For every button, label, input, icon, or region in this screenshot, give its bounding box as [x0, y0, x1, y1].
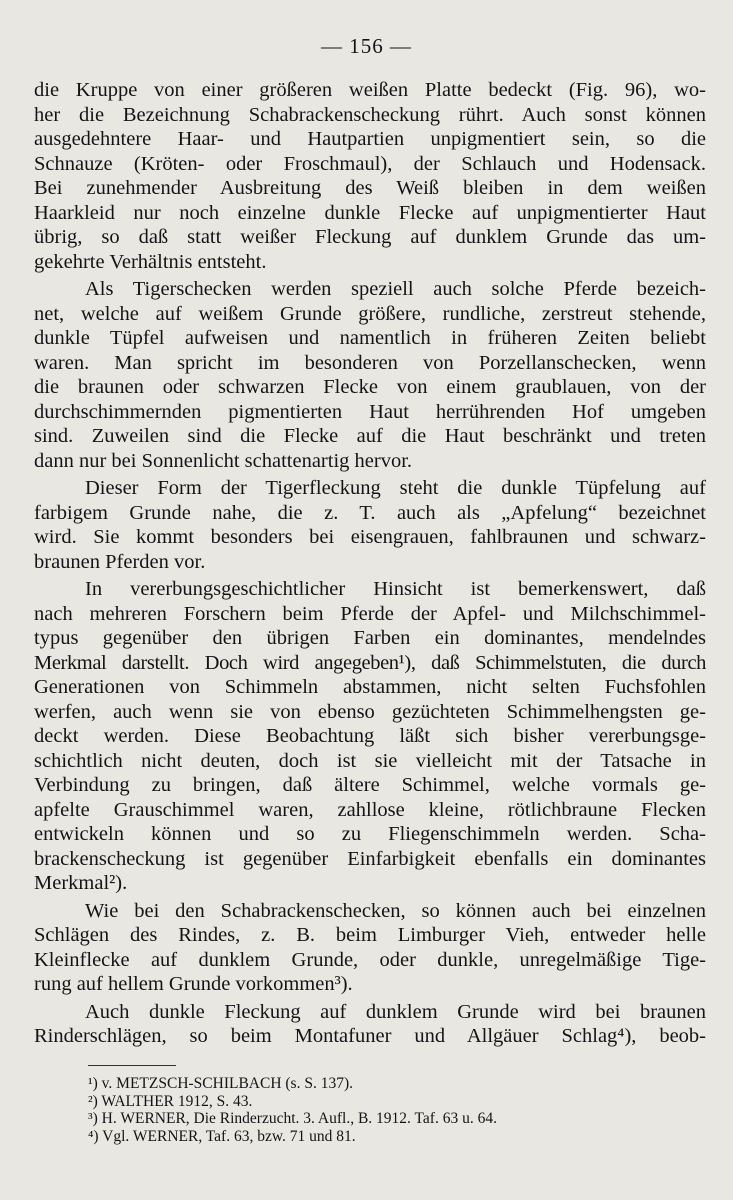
text-line: Wie bei den Schabrackenschecken, so können auch bei einzelnen [85, 899, 706, 922]
paragraph [34, 577, 706, 896]
text-line: Haarkleid nur noch einzelne dunkle Flecke auf unpigmentierter Haut [34, 201, 706, 224]
text-line: ausgedehntere Haar- und Hautpartien unpigmentiert sein, so die [34, 128, 706, 150]
paragraph [34, 476, 706, 574]
text-line: brackenscheckung ist gegenüber Einfarbigkeit ebenfalls ein dominantes [34, 847, 706, 870]
text-line: Bei zunehmender Ausbreitung des Weiß bleiben in dem weißen [34, 177, 706, 199]
footnote: ⁴) Vgl. WERNER, Taf. 63, bzw. 71 und 81. [88, 1127, 356, 1145]
paragraph [34, 277, 706, 473]
body-text [34, 78, 706, 1049]
text-line: Merkmal darstellt. Doch wird angegeben¹), daß Schimmelstuten, die durch [34, 651, 706, 674]
footnote: ³) H. WERNER, Die Rinderzucht. 3. Aufl., B. 1912. Taf. 63 u. 64. [88, 1110, 497, 1127]
text-line: Auch dunkle Fleckung auf dunklem Grunde wird bei braunen [85, 1000, 706, 1023]
text-line: die Kruppe von einer größeren weißen Platte bedeckt (Fig. 96), wo- [34, 79, 706, 101]
text-line: Generationen von Schimmeln abstammen, nicht selten Fuchsfohlen [34, 676, 706, 698]
text-line: Merkmal²). [34, 872, 128, 894]
text-line: Schlägen des Rindes, z. B. beim Limburger Vieh, entweder helle [34, 924, 706, 946]
text-line: braunen Pferden vor. [34, 550, 206, 573]
text-line: gekehrte Verhältnis entsteht. [34, 250, 267, 273]
text-line: dann nur bei Sonnenlicht schattenartig hervor. [34, 449, 413, 472]
text-line: rung auf hellem Grunde vorkommen³). [34, 973, 353, 995]
footnote: ²) WALTHER 1912, S. 43. [88, 1092, 253, 1110]
text-line: apfelte Grauschimmel waren, zahllose kleine, rötlichbraune Flecken [34, 798, 706, 821]
text-line: typus gegenüber den übrigen Farben ein dominantes, mendelndes [34, 627, 706, 649]
text-line: wird. Sie kommt besonders bei eisengrauen, fahlbraunen und schwarz- [34, 526, 706, 548]
text-line: her die Bezeichnung Schabrackenscheckung rührt. Auch sonst können [34, 103, 706, 126]
footnote: ¹) v. METZSCH-SCHILBACH (s. S. 137). [88, 1075, 353, 1092]
paragraph [34, 78, 706, 274]
text-line: deckt werden. Diese Beobachtung läßt sich bisher vererbungsge- [34, 725, 706, 747]
text-line: entwickeln können und so zu Fliegenschimmeln werden. Scha- [34, 823, 706, 845]
paragraph [34, 899, 706, 997]
text-line: In vererbungsgeschichtlicher Hinsicht ist bemerkenswert, daß [85, 578, 706, 600]
text-line: Dieser Form der Tigerfleckung steht die dunkle Tüpfelung auf [85, 477, 706, 499]
text-line: Kleinflecke auf dunklem Grunde, oder dunkle, unregelmäßige Tige- [34, 948, 706, 971]
paragraph [34, 1000, 706, 1049]
text-line: nach mehreren Forschern beim Pferde der Apfel- und Milchschimmel- [34, 602, 706, 625]
footnote-divider [88, 1065, 176, 1066]
text-line: werfen, auch wenn sie von ebenso gezüchteten Schimmelhengsten ge- [34, 700, 706, 723]
page-number: — 156 — [321, 34, 412, 58]
text-line: Als Tigerschecken werden speziell auch solche Pferde bezeich- [85, 278, 706, 300]
text-line: Rinderschlägen, so beim Montafuner und Allgäuer Schlag⁴), beob- [34, 1025, 706, 1047]
text-line: durchschimmernden pigmentierten Haut herrührenden Hof umgeben [34, 400, 706, 423]
text-line: Verbindung zu bringen, daß ältere Schimmel, welche vormals ge- [34, 774, 706, 796]
text-line: schichtlich nicht deuten, doch ist sie vielleicht mit der Tatsache in [34, 749, 706, 772]
text-line: net, welche auf weißem Grunde größere, rundliche, zerstreut stehende, [34, 302, 706, 325]
text-line: die braunen oder schwarzen Flecke von einem graublauen, von der [34, 376, 706, 398]
text-line: waren. Man spricht im besonderen von Porzellanschecken, wenn [34, 351, 706, 374]
text-line: farbigem Grunde nahe, die z. T. auch als „Apfelung“ bezeichnet [34, 501, 706, 524]
footnotes [88, 1075, 688, 1145]
text-line: Schnauze (Kröten- oder Froschmaul), der Schlauch und Hodensack. [34, 152, 706, 175]
text-line: sind. Zuweilen sind die Flecke auf die Haut beschränkt und treten [34, 425, 706, 447]
text-line: übrig, so daß statt weißer Fleckung auf dunklem Grunde das um- [34, 226, 706, 248]
text-line: dunkle Tüpfel aufweisen und namentlich in früheren Zeiten beliebt [34, 327, 706, 349]
